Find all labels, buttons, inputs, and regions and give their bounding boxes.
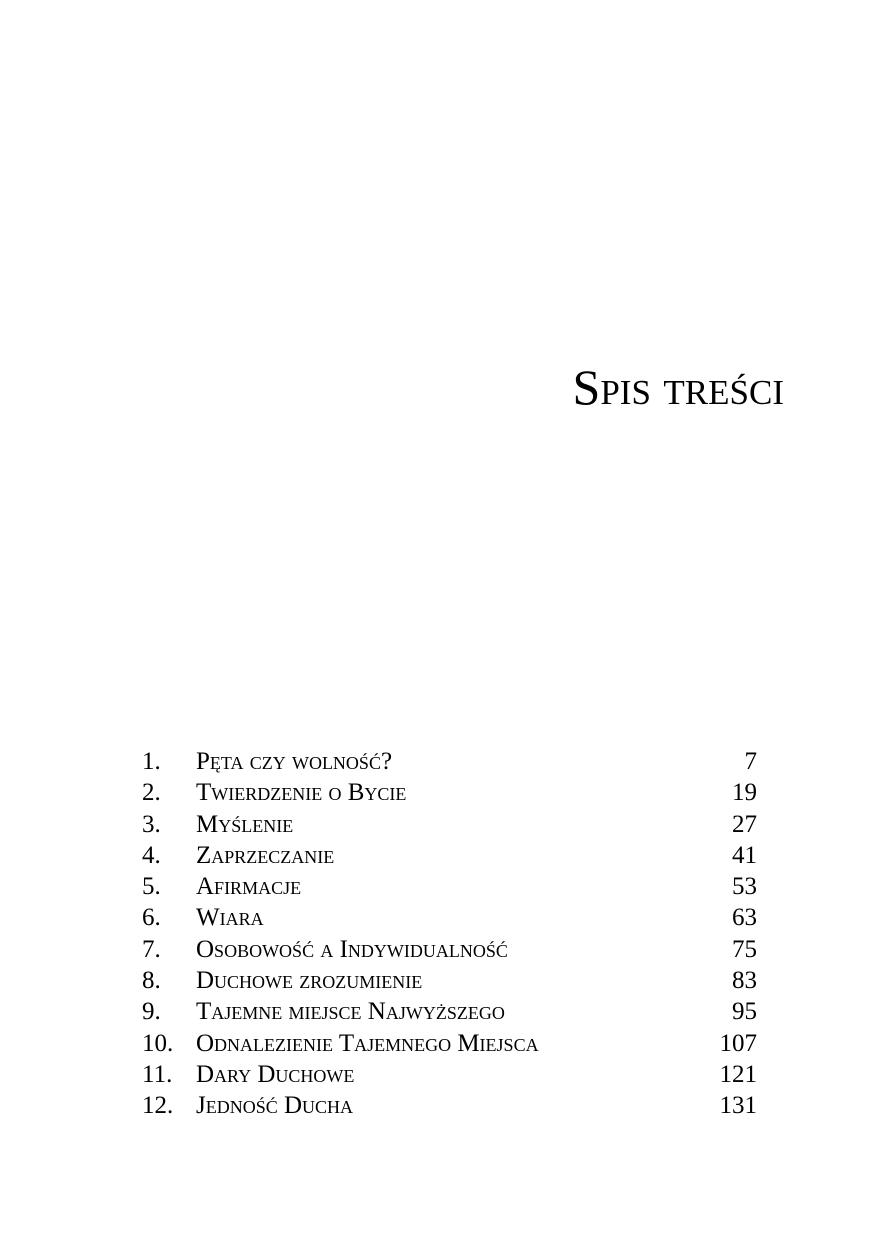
- toc-entry-page: 19: [732, 779, 757, 807]
- toc-entry-title: Dary Duchowe: [196, 1060, 355, 1088]
- toc-entry: [142, 777, 757, 808]
- toc-entry: [142, 1090, 757, 1121]
- toc-entry-page: 107: [719, 1029, 757, 1057]
- page-title: Spis treści: [572, 359, 784, 415]
- toc-entry-number: 7.: [142, 935, 161, 963]
- toc-entry-title: Duchowe zrozumienie: [196, 967, 423, 995]
- toc-entry-number: 3.: [142, 810, 161, 838]
- toc-entry-page: 83: [732, 967, 757, 995]
- toc-entry: [142, 1028, 757, 1059]
- toc-entry-title: Zaprzeczanie: [196, 841, 335, 869]
- toc-entry: [142, 809, 757, 840]
- toc-entry-number: 8.: [142, 967, 161, 995]
- toc-entry-title: Jedność Ducha: [196, 1092, 354, 1120]
- toc-entry-page: 121: [719, 1060, 757, 1088]
- toc-entry: [142, 746, 757, 777]
- toc-entry-number: 6.: [142, 904, 161, 932]
- toc-entry-title: Odnalezienie Tajemnego Miejsca: [196, 1029, 539, 1057]
- toc-entry-page: 63: [732, 904, 757, 932]
- toc-entry-title: Myślenie: [196, 810, 294, 838]
- toc-entry-page: 41: [732, 841, 757, 869]
- toc-entry-number: 12.: [142, 1092, 174, 1120]
- toc-entry-number: 10.: [142, 1029, 174, 1057]
- toc-entry: [142, 902, 757, 933]
- toc-entry: [142, 1059, 757, 1090]
- toc-entry-title: Afirmacje: [196, 873, 302, 901]
- toc-entry-number: 2.: [142, 779, 161, 807]
- toc-entry: [142, 840, 757, 871]
- toc-entry-page: 75: [732, 935, 757, 963]
- toc-entry-page: 53: [732, 873, 757, 901]
- toc-entry-title: Pęta czy wolność?: [196, 748, 393, 775]
- toc-entry-number: 1.: [142, 748, 161, 775]
- toc-entry-title: Tajemne miejsce Najwyższego: [196, 998, 505, 1026]
- toc-entry: [142, 871, 757, 902]
- toc-entry-title: Twierdzenie o Bycie: [196, 779, 407, 807]
- toc-entry-page: 95: [732, 998, 757, 1026]
- toc-entry-number: 11.: [142, 1060, 173, 1088]
- toc-entry-page: 7: [744, 748, 757, 775]
- toc-entry-page: 27: [732, 810, 757, 838]
- toc-entry-number: 5.: [142, 873, 161, 901]
- toc-entry: [142, 965, 757, 996]
- toc-entry-page: 131: [719, 1092, 757, 1120]
- toc-entry: [142, 934, 757, 965]
- toc-entry-title: Wiara: [196, 904, 264, 932]
- table-of-contents: [142, 746, 757, 1122]
- toc-entry: [142, 996, 757, 1027]
- toc-entry-number: 9.: [142, 998, 161, 1026]
- toc-entry-title: Osobowość a Indywidualność: [196, 935, 508, 963]
- toc-entry-number: 4.: [142, 841, 161, 869]
